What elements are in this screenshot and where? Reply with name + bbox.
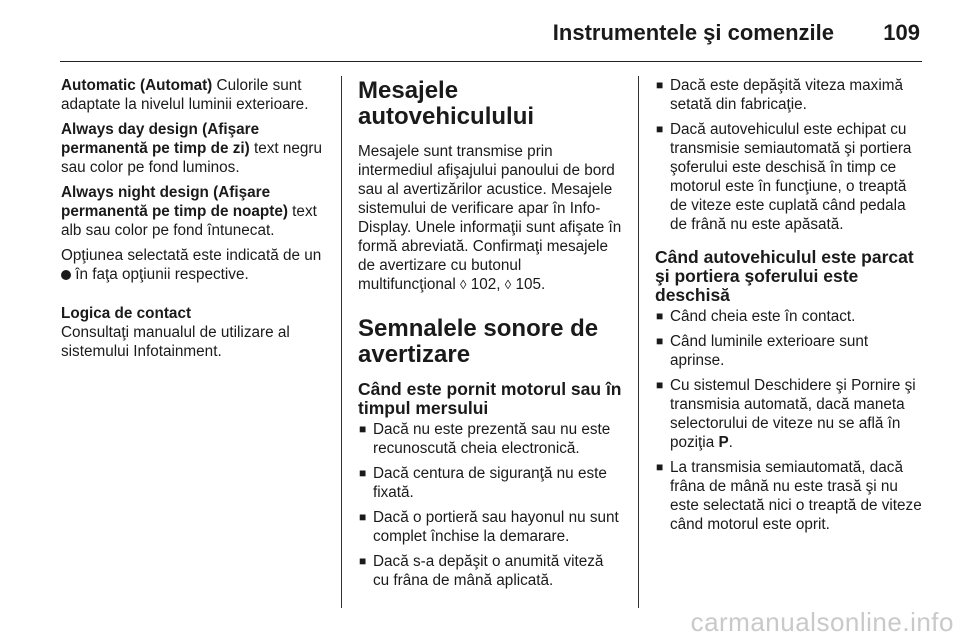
column-2 [358, 76, 622, 596]
page-title: Instrumentele şi comenzile [552, 20, 834, 45]
contact-logic-heading: Logica de contact [61, 305, 192, 322]
contact-logic-text: Consultaţi manualul de utilizare al sistemului Infotainment. [61, 324, 290, 360]
option-day-term: Always day design (Afişare permanentă pe timp de zi) [61, 121, 260, 157]
bullet-icon: ■ [656, 460, 664, 474]
list-item: ■ Când cheia este în contact. [656, 308, 856, 325]
column-divider-left [341, 76, 342, 608]
option-automatic-text: Culorile sunt adaptate la nivelul luminii exterioare. [61, 77, 309, 113]
list-item: ■ Dacă nu este prezentă sau nu este recunoscută cheia electronică. [359, 421, 611, 457]
option-night-text: text alb sau color pe fond întunecat. [61, 203, 317, 239]
list-item: ■ Dacă s-a depăşit o anumită viteză cu frâna de mână aplicată. [359, 553, 604, 589]
selected-dot-icon [61, 270, 71, 280]
parked-door-open-list [655, 307, 923, 534]
list-item: ■ Dacă o portieră sau hayonul nu sunt complet închise la demarare. [359, 509, 619, 545]
bullet-icon: ■ [359, 466, 367, 480]
bullet-icon: ■ [359, 422, 367, 436]
bullet-icon: ■ [656, 122, 664, 136]
column-1 [61, 76, 325, 367]
column-3 [655, 76, 923, 540]
speed-warning-list [655, 76, 923, 234]
page-ref-arrow-icon: ◊ [460, 277, 467, 292]
bullet-icon: ■ [656, 334, 664, 348]
list-item: ■ Cu sistemul Deschidere şi Pornire şi transmisia automată, dacă maneta selectorului de viteze nu se află în poziţia P. [656, 377, 916, 451]
bullet-icon: ■ [359, 510, 367, 524]
page-ref-1[interactable]: 102 [470, 276, 497, 293]
list-item: ■ Când luminile exterioare sunt aprinse. [656, 333, 869, 369]
parked-door-open-heading: Când autovehiculul este parcat şi portiera şoferului este deschisă [655, 247, 914, 305]
page-header [60, 0, 922, 62]
bullet-icon: ■ [359, 554, 367, 568]
vehicle-messages-text: Mesajele sunt transmise prin intermediul afişajului panoului de bord sau al avertizărilor acustice. Mesajele sistemului de verificare apar în Info-Display. Unele informaţii sunt afişate în formă abreviată. Confirmaţi mesajele de avertizare cu butonul multifuncţional ◊ 102, ◊ 105. [358, 143, 622, 293]
selected-option-note: Opţiunea selectată este indicată de un în faţa opţiunii respective. [61, 247, 322, 283]
option-night-design [61, 183, 325, 240]
engine-running-list [358, 420, 622, 590]
page-ref-2[interactable]: 105 [515, 276, 541, 293]
watermark: carmanualsonline.info [690, 607, 954, 637]
warning-chimes-heading: Semnalele sonore de avertizare [358, 315, 599, 368]
vehicle-messages-heading: Mesajele autovehiculului [358, 77, 535, 130]
list-item: ■ Dacă este depăşită viteza maximă setată din fabricaţie. [656, 77, 903, 113]
option-automatic-term: Automatic (Automat) [61, 77, 213, 94]
bullet-icon: ■ [656, 78, 664, 92]
option-automatic [61, 76, 325, 114]
option-day-design [61, 120, 325, 177]
page-ref-arrow-icon: ◊ [504, 277, 512, 292]
option-day-text: text negru sau color pe fond luminos. [61, 140, 322, 176]
bullet-icon: ■ [656, 378, 664, 392]
option-night-term: Always night design (Afişare permanentă pe timp de noapte) [61, 184, 288, 220]
page-number: 109 [883, 20, 920, 45]
engine-running-heading: Când este pornit motorul sau în timpul mersului [358, 379, 622, 418]
column-divider-right [638, 76, 639, 608]
list-item: ■ La transmisia semiautomată, dacă frâna de mână nu este trasă şi nu este selectată nici o treaptă de viteze când motorul este oprit. [656, 459, 922, 533]
list-item: ■ Dacă centura de siguranţă nu este fixată. [359, 465, 607, 501]
list-item: ■ Dacă autovehiculul este echipat cu transmisie semiautomată şi portiera şoferului este deschisă în timp ce motorul este în funcţiune, o treaptă de viteze este cuplată când pedala de frână nu este apăsată. [656, 121, 912, 233]
bullet-icon: ■ [656, 309, 664, 323]
